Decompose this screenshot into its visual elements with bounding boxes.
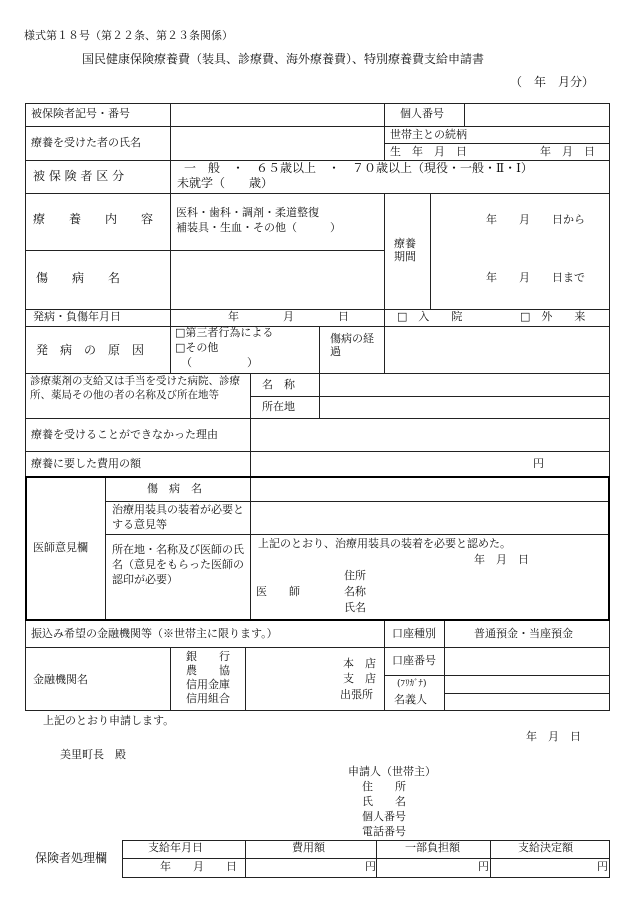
holder-kana-field[interactable]	[445, 676, 608, 692]
category-label: 被 保 険 者 区 分	[33, 169, 125, 183]
reason-field[interactable]	[251, 419, 608, 450]
outpatient-checkbox[interactable]: □ 外 来	[520, 310, 586, 323]
provider-address-label: 所在地	[262, 400, 295, 413]
treatment-label: 療 養 内 容	[33, 212, 154, 226]
institution-label: 金融機関名	[33, 673, 88, 686]
account-type-label: 口座種別	[392, 627, 436, 640]
treatment-options-2[interactable]: 補装具・生血・その他（ ）	[176, 221, 341, 234]
treatment-options[interactable]: 医科・歯科・調剤・柔道整復	[176, 206, 319, 219]
cost-unit: 円	[533, 457, 544, 470]
applicant-address-label: 住 所	[362, 780, 406, 793]
account-type-options[interactable]: 普通預金・当座預金	[474, 627, 573, 640]
branch-main[interactable]: 本 店	[343, 657, 376, 670]
branch-office[interactable]: 出張所	[340, 688, 373, 701]
bank-transfer-label: 振込み希望の金融機関等（※世帯主に限ります。）	[31, 627, 278, 640]
form-number: 様式第１８号（第２２条、第２３条関係）	[24, 29, 233, 42]
account-number-field[interactable]	[445, 648, 608, 674]
insurer-header-date: 支給年月日	[148, 841, 203, 854]
insurer-label: 保険者処理欄	[35, 851, 108, 865]
cost-field[interactable]	[251, 452, 526, 476]
declaration-text: 上記のとおり申請します。	[43, 714, 175, 727]
insurer-header-cost: 費用額	[292, 841, 325, 854]
insurer-cost-yen: 円	[365, 860, 376, 873]
applicant-phone-label: 電話番号	[362, 825, 406, 838]
page-title: 国民健康保険療養費（装具、診療費、海外療養費）、特別療養費支給申請書	[82, 52, 485, 66]
bank-type-bank[interactable]: 銀 行	[186, 650, 230, 663]
bank-type-kumiai[interactable]: 信用組合	[186, 692, 230, 705]
insured-number-label: 被保険者記号・番号	[31, 107, 130, 120]
birth-label: 生 年 月 日	[390, 145, 467, 158]
cause-other-checkbox[interactable]: □その他	[175, 341, 219, 354]
doctor-address-label: 住所	[344, 569, 366, 582]
bank-type-shinkin[interactable]: 信用金庫	[186, 678, 230, 691]
personal-number-field[interactable]	[465, 104, 608, 125]
doctor-disease-field[interactable]	[251, 478, 607, 500]
disease-field[interactable]	[171, 251, 383, 308]
insurer-date-value: 年 月 日	[160, 860, 237, 873]
bank-type-agri[interactable]: 農 協	[186, 664, 230, 677]
applicant-personal-number-label: 個人番号	[362, 810, 406, 823]
period-from[interactable]: 年 月 日から	[486, 213, 585, 226]
applicant-name-label: 氏 名	[362, 795, 406, 808]
doctor-statement: 上記のとおり、治療用装具の装着を必要と認めた。	[258, 537, 511, 550]
provider-name-field[interactable]	[320, 374, 608, 395]
patient-name-field[interactable]	[171, 127, 383, 159]
insured-number-field[interactable]	[171, 104, 383, 125]
personal-number-label: 個人番号	[400, 107, 444, 120]
onset-date[interactable]: 年 月 日	[228, 310, 349, 323]
period-to[interactable]: 年 月 日まで	[486, 271, 585, 284]
doctor-signer-label: 所在地・名称及び医師の氏名（意見をもらった医師の認印が必要）	[112, 543, 244, 586]
birth-date-value: 年 月 日	[540, 145, 595, 158]
insurer-decision-yen: 円	[597, 860, 608, 873]
provider-name-label: 名 称	[262, 378, 295, 391]
doctor-section-label: 医師意見欄	[33, 541, 88, 554]
cause-third-party-checkbox[interactable]: □第三者行為による	[175, 326, 274, 339]
period-label: （ 年 月分）	[510, 75, 595, 89]
applicant-label: 申請人（世帯主）	[348, 765, 436, 778]
insurer-header-decision: 支給決定額	[518, 841, 573, 854]
doctor-disease-label: 傷 病 名	[147, 482, 202, 495]
insurer-header-copay: 一部負担額	[405, 841, 460, 854]
addressee: 美里町長 殿	[60, 748, 126, 761]
cause-other-detail[interactable]: （ ）	[181, 356, 258, 369]
provider-address-field[interactable]	[320, 397, 608, 417]
doctor-label: 医 師	[256, 585, 300, 598]
disease-label: 傷 病 名	[36, 271, 121, 285]
reason-label: 療養を受けることができなかった理由	[31, 428, 218, 441]
onset-label: 発病・負傷年月日	[33, 310, 121, 323]
holder-name-field[interactable]	[445, 694, 608, 709]
category-preschool[interactable]: 未就学（ 歳）	[177, 176, 274, 190]
holder-label: 名義人	[394, 693, 427, 706]
cost-label: 療養に要した費用の額	[31, 457, 141, 470]
inpatient-checkbox[interactable]: □ 入 院	[397, 310, 463, 323]
doctor-date[interactable]: 年 月 日	[474, 553, 529, 566]
branch-sub[interactable]: 支 店	[343, 672, 376, 685]
patient-name-label: 療養を受けた者の氏名	[31, 136, 141, 149]
kana-label: (ﾌﾘｶﾞﾅ)	[397, 679, 427, 689]
account-number-label: 口座番号	[392, 654, 436, 667]
category-options[interactable]: 一 般 ・ ６５歳以上 ・ ７０歳以上（現役・一般・Ⅱ・Ⅰ）	[184, 161, 533, 175]
device-need-label: 治療用装具の装着が必要とする意見等	[112, 503, 244, 531]
insurer-copay-yen: 円	[478, 860, 489, 873]
cause-label: 発 病 の 原 因	[36, 343, 145, 357]
injury-course-label: 傷病の経過	[330, 332, 374, 358]
relation-label: 世帯主との続柄	[390, 128, 467, 141]
application-date[interactable]: 年 月 日	[526, 730, 581, 743]
device-need-field[interactable]	[251, 502, 607, 533]
doctor-name-label: 名称	[344, 585, 366, 598]
provider-label: 診療薬剤の支給又は手当を受けた病院、診療所、薬局その他の者の名称及び所在地等	[30, 375, 240, 401]
treatment-period-label: 療養期間	[394, 237, 416, 263]
doctor-signature-label: 氏名	[344, 601, 366, 614]
